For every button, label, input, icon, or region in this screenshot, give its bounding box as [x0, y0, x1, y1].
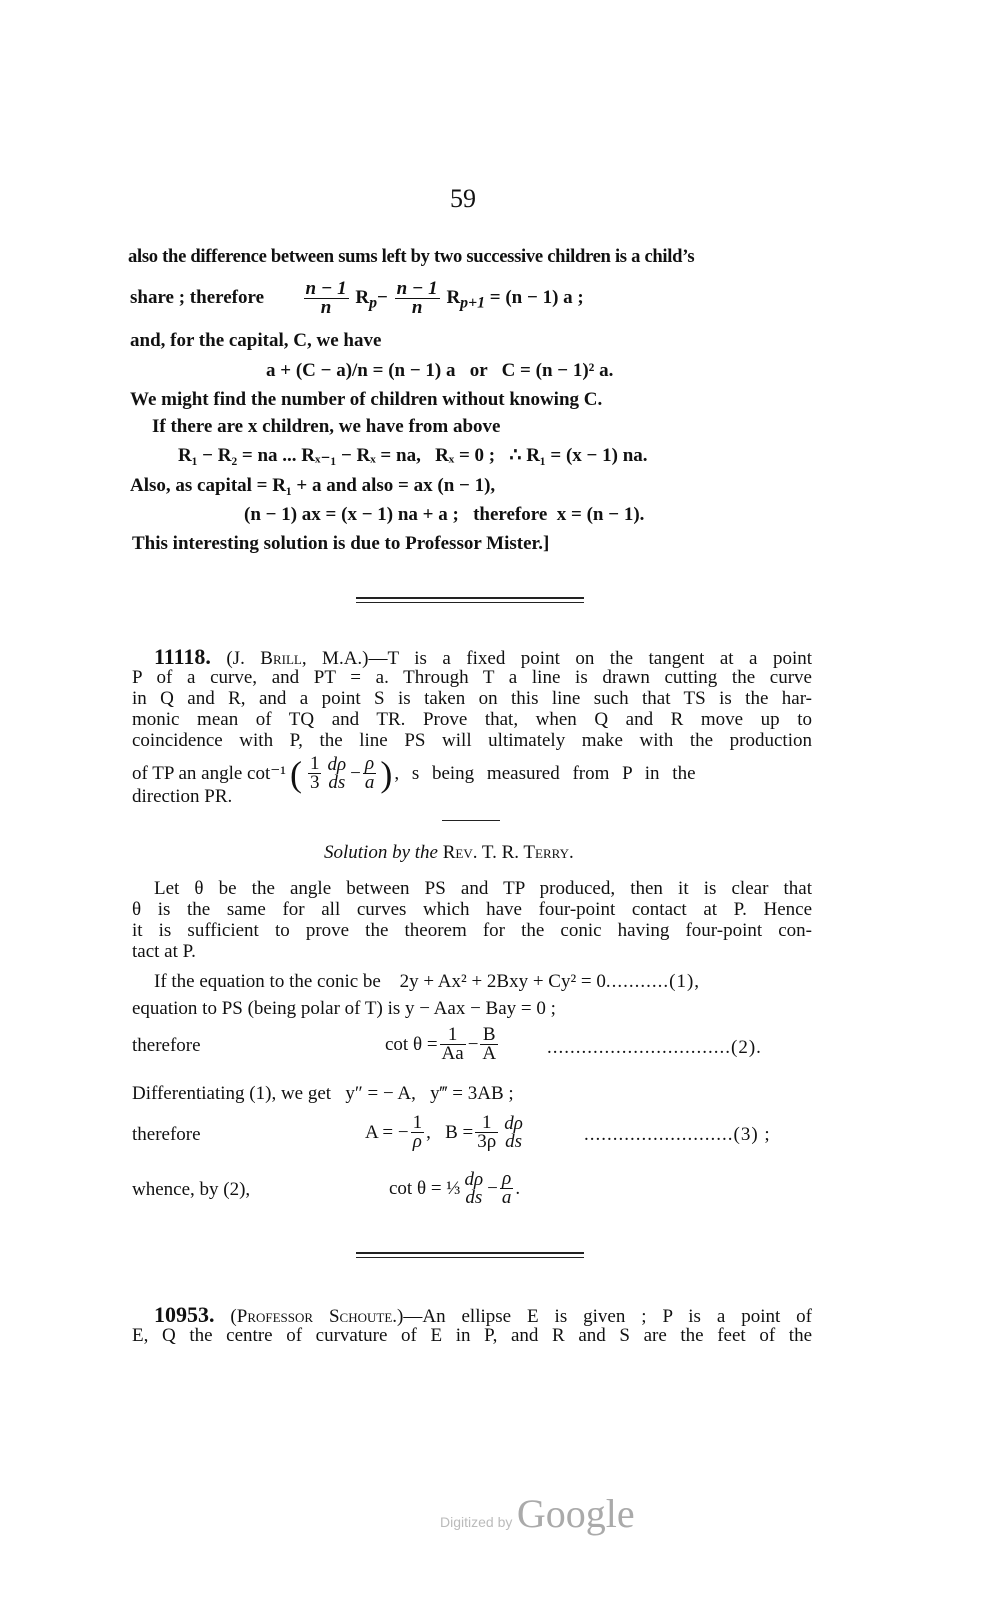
fraction: dρ ds	[504, 1112, 523, 1152]
page-number: 59	[450, 184, 476, 213]
equation-label: ...........(1),	[605, 971, 701, 992]
text-line: Let θ be the angle between PS and TP produced, then it is clear that	[154, 878, 812, 899]
question-author: (Professor Schoute.)	[230, 1306, 404, 1327]
fraction: dρ ds	[464, 1168, 484, 1208]
equation: A = − $\frac{1}{\rho}$ , B = $\frac{1}{3\rho}$ dρ ds	[365, 1112, 523, 1152]
equation-line	[154, 971, 700, 993]
divider	[442, 820, 500, 821]
digitized-by-google-watermark	[440, 1490, 635, 1537]
equation-line: (n − 1) ax = (x − 1) na + a ; therefore x = (n − 1).	[244, 504, 645, 525]
text-line: direction PR.	[132, 786, 233, 807]
text: therefore	[132, 1035, 201, 1056]
text: , s being measured from P in the	[394, 762, 696, 784]
text-line: it is sufficient to prove the theorem for the conic having four-point con-	[132, 920, 812, 941]
text-line: θ is the same for all curves which have four-point contact at P. Hence	[132, 899, 812, 920]
subscript: p+1	[460, 294, 486, 312]
paren: )	[380, 753, 393, 794]
fraction: dρ ds	[327, 753, 347, 793]
fraction: $\frac{n - 1}{n}$	[305, 278, 347, 318]
symbol: −	[350, 762, 361, 784]
question-author: (J. Brill, M.A.)	[226, 648, 369, 669]
equation: cot θ = ⅓ dρ ds − $\frac{\rho}{a}$ .	[389, 1168, 521, 1208]
fraction: $\frac{1}{Aa}$	[441, 1024, 464, 1064]
equation-line	[132, 755, 812, 792]
paren: (	[289, 753, 302, 794]
text: whence, by (2),	[132, 1179, 251, 1200]
fraction: $\frac{1}{3\rho}$	[477, 1112, 497, 1152]
question-number: 10953.	[154, 1302, 215, 1327]
text-line: This interesting solution is due to Professor Mister.]	[132, 533, 550, 554]
text-line: monic mean of TQ and TR. Prove that, when Q and R move up to	[132, 709, 812, 730]
text-line: coincidence with P, the line PS will ultimately make with the production	[132, 730, 812, 751]
fraction: $\frac{\rho}{a}$	[364, 753, 375, 793]
text: therefore	[132, 1124, 201, 1145]
question-number: 11118.	[154, 644, 211, 669]
text-line: —T is a fixed point on the tangent at a point	[368, 648, 813, 669]
watermark-prefix: Digitized by	[440, 1514, 513, 1530]
fraction: $\frac{B}{A}$	[482, 1024, 497, 1064]
equation-line: a + (C − a)/n = (n − 1) a or C = (n − 1)² a.	[266, 360, 614, 381]
equation: 2y + Ax² + 2Bxy + Cy² = 0	[399, 971, 606, 992]
text-line: and, for the capital, C, we have	[130, 330, 382, 351]
text-line: —An ellipse E is given ; P is a point of	[403, 1306, 812, 1327]
divider	[356, 1257, 584, 1258]
symbol: R	[355, 286, 370, 308]
equation-line	[130, 280, 584, 317]
equation-line: R₁ − R₂ = na ... Rₓ₋₁ − Rₓ = na, Rₓ = 0 ; ∴ R₁ = (x − 1) na.	[178, 445, 648, 466]
text-line: equation to PS (being polar of T) is y − Aax − Bay = 0 ;	[132, 998, 556, 1019]
text: of TP an angle cot⁻¹	[132, 762, 286, 784]
text: If the equation to the conic be	[154, 971, 381, 992]
symbol: −	[377, 286, 388, 308]
text-line: We might find the number of children without knowing C.	[130, 389, 603, 410]
fraction: $\frac{1}{\rho}$	[412, 1112, 423, 1152]
equation-label: ..........................(3) ;	[584, 1124, 771, 1145]
subscript: p	[369, 294, 378, 312]
solution-heading	[324, 842, 574, 864]
text-line: If there are x children, we have from above	[152, 416, 501, 437]
text: share ; therefore	[130, 286, 265, 308]
text-line: E, Q the centre of curvature of E in P, and R and S are the feet of the	[132, 1325, 812, 1346]
text-line: P of a curve, and PT = a. Through T a line is drawn cutting the curve	[132, 667, 812, 688]
fraction: $\frac{n - 1}{n}$	[396, 278, 438, 318]
equation: cot θ = $\frac{1}{Aa}$ − $\frac{B}{A}$	[385, 1024, 497, 1064]
symbol: R	[446, 286, 461, 308]
fraction: $\frac{1}{3}$	[309, 753, 320, 793]
divider	[356, 602, 584, 603]
symbol: = (n − 1) a ;	[485, 286, 584, 308]
text-line: also the difference between sums left by two successive children is a child’s	[128, 246, 695, 267]
text-line: Differentiating (1), we get y″ = − A, y‴ = 3AB ;	[132, 1083, 514, 1104]
fraction: $\frac{\rho}{a}$	[501, 1168, 512, 1208]
heading-italic: Solution by the	[324, 842, 438, 863]
divider	[356, 1252, 584, 1254]
watermark-brand: Google	[516, 1491, 635, 1536]
text-line: tact at P.	[132, 941, 196, 962]
equation-label: ................................(2).	[547, 1037, 762, 1058]
heading-name: Rev. T. R. Terry.	[442, 842, 574, 863]
text-line: Also, as capital = R₁ + a and also = ax (n − 1),	[130, 475, 496, 496]
text-line: in Q and R, and a point S is taken on this line such that TS is the har-	[132, 688, 812, 709]
divider	[356, 597, 584, 599]
